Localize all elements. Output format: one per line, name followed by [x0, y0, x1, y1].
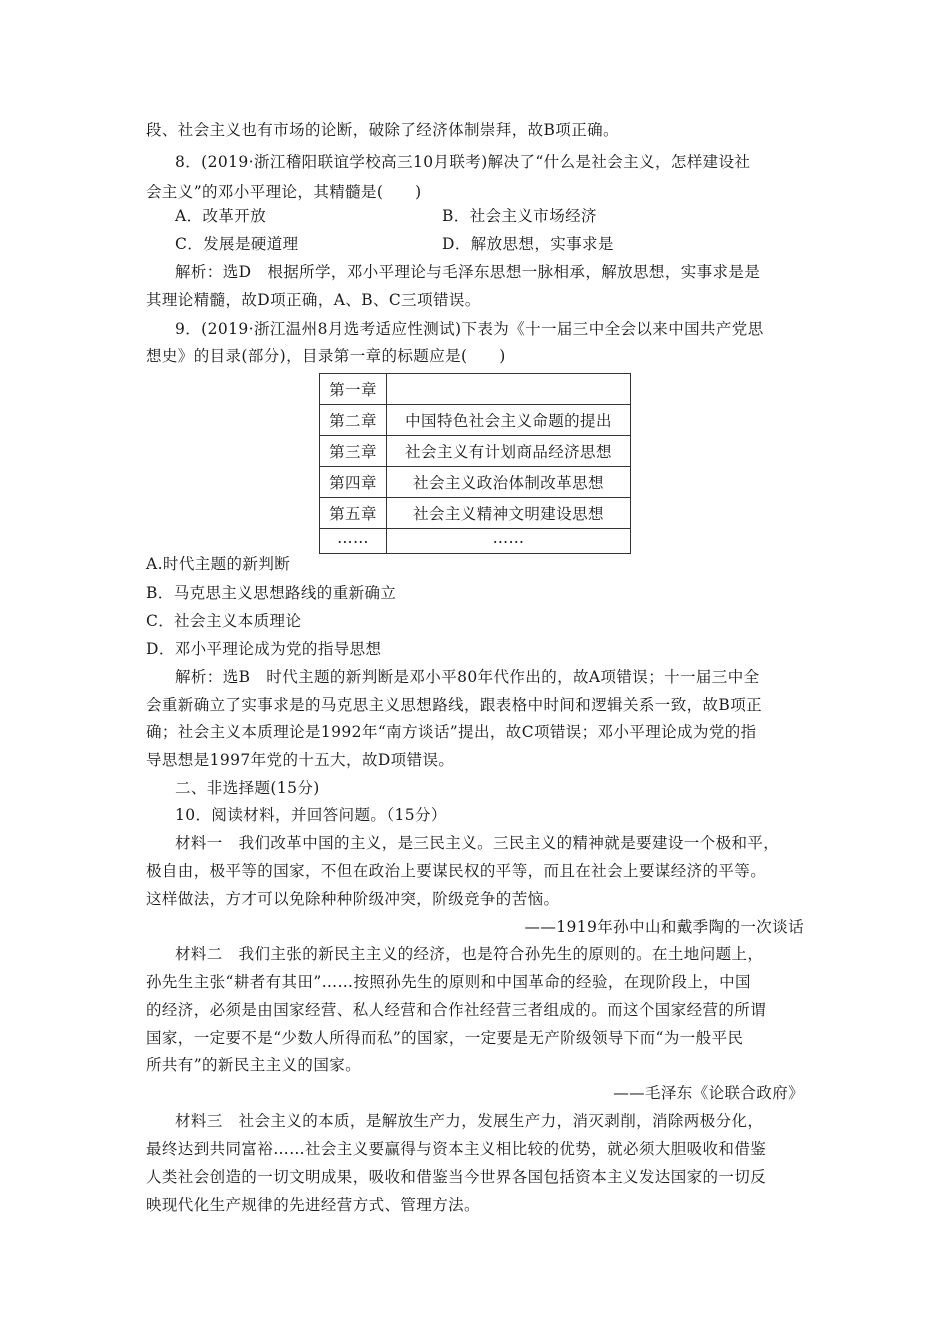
- material-2: 材料二 我们主张的新民主主义的经济，也是符合孙先生的原则的。在土地问题上，: [175, 945, 764, 963]
- material-1: 材料一 我们改革中国的主义，是三民主义。三民主义的精神就是要建设一个极和平，: [175, 834, 780, 852]
- question-9-stem: 9．(2019·浙江温州8月选考适应性测试)下表为《十一届三中全会以来中国共产党思: [175, 320, 764, 338]
- table-row: [320, 436, 631, 467]
- source-citation: ——毛泽东《论联合政府》: [613, 1084, 804, 1102]
- chapter-title: 社会主义有计划商品经济思想: [387, 436, 631, 467]
- text-line: 这样做法，方才可以免除种种阶级冲突，阶级竞争的苦恼。: [146, 890, 560, 908]
- answer-8: 解析：选D 根据所学，邓小平理论与毛泽东思想一脉相承，解放思想，实事求是是: [175, 263, 761, 281]
- contents-table: [319, 373, 631, 554]
- chapter-label: 第三章: [320, 436, 387, 467]
- answer-9: 解析：选B 时代主题的新判断是邓小平80年代作出的，故A项错误；十一届三中全: [175, 668, 760, 686]
- question-10-stem: 10．阅读材料，并回答问题。（15分）: [175, 806, 447, 824]
- option-a: A.时代主题的新判断: [146, 555, 291, 573]
- chapter-label: 第二章: [320, 405, 387, 436]
- text-line: 导思想是1997年党的十五大，故D项错误。: [146, 751, 455, 769]
- chapter-title: 中国特色社会主义命题的提出: [387, 405, 631, 436]
- text-line: 段、社会主义也有市场的论断，破除了经济体制崇拜，故B项正确。: [146, 121, 619, 139]
- text-line: 孙先生主张“耕者有其田”……按照孙先生的原则和中国革命的经验，在现阶段上，中国: [146, 973, 751, 991]
- option-c: C．发展是硬道理: [175, 235, 299, 253]
- text-line: 国家，一定要不是“少数人所得而私”的国家，一定要是无产阶级领导下而“为一般平民: [146, 1029, 744, 1047]
- text-line: 确；社会主义本质理论是1992年“南方谈话”提出，故C项错误；邓小平理论成为党的指: [146, 723, 757, 741]
- option-d: D．解放思想，实事求是: [442, 235, 614, 253]
- material-3: 材料三 社会主义的本质，是解放生产力，发展生产力，消灭剥削，消除两极分化，: [175, 1112, 764, 1130]
- chapter-title: 社会主义精神文明建设思想: [387, 498, 631, 529]
- text-line: 映现代化生产规律的先进经营方式、管理方法。: [146, 1196, 480, 1214]
- chapter-label: 第一章: [320, 374, 387, 405]
- text-line: 其理论精髓，故D项正确，A、B、C三项错误。: [146, 291, 481, 309]
- text-line: 会重新确立了实事求是的马克思主义思想路线，跟表格中时间和逻辑关系一致，故B项正: [146, 696, 762, 714]
- chapter-title: ……: [387, 529, 631, 554]
- text-line: 想史》的目录(部分)，目录第一章的标题应是( ): [146, 347, 506, 365]
- table-row: [320, 467, 631, 498]
- question-8-stem: 8．(2019·浙江稽阳联谊学校高三10月联考)解决了“什么是社会主义，怎样建设社: [175, 153, 751, 171]
- option-d: D．邓小平理论成为党的指导思想: [146, 640, 382, 658]
- text-line: 会主义”的邓小平理论，其精髓是( ): [146, 183, 422, 201]
- option-a: A．改革开放: [175, 207, 267, 225]
- text-line: 人类社会创造的一切文明成果，吸收和借鉴当今世界各国包括资本主义发达国家的一切反: [146, 1168, 767, 1186]
- source-citation: ——1919年孙中山和戴季陶的一次谈话: [524, 918, 804, 936]
- table-row: [320, 374, 631, 405]
- chapter-label: 第五章: [320, 498, 387, 529]
- option-b: B．社会主义市场经济: [442, 207, 597, 225]
- option-c: C．社会主义本质理论: [146, 612, 302, 630]
- chapter-title: 社会主义政治体制改革思想: [387, 467, 631, 498]
- table-row: [320, 498, 631, 529]
- chapter-label: ……: [320, 529, 387, 554]
- section-heading: 二、非选择题(15分): [175, 779, 320, 797]
- text-line: 极自由，极平等的国家，不但在政治上要谋民权的平等，而且在社会上要谋经济的平等。: [146, 862, 767, 880]
- table-row: [320, 529, 631, 554]
- option-b: B．马克思主义思想路线的重新确立: [146, 584, 397, 602]
- text-line: 所共有”的新民主主义的国家。: [146, 1056, 362, 1074]
- table-row: [320, 405, 631, 436]
- text-line: 的经济，必须是由国家经营、私人经营和合作社经营三者组成的。而这个国家经营的所谓: [146, 1001, 767, 1019]
- chapter-title: [387, 374, 631, 405]
- text-line: 最终达到共同富裕……社会主义要赢得与资本主义相比较的优势，就必须大胆吸收和借鉴: [146, 1140, 767, 1158]
- chapter-label: 第四章: [320, 467, 387, 498]
